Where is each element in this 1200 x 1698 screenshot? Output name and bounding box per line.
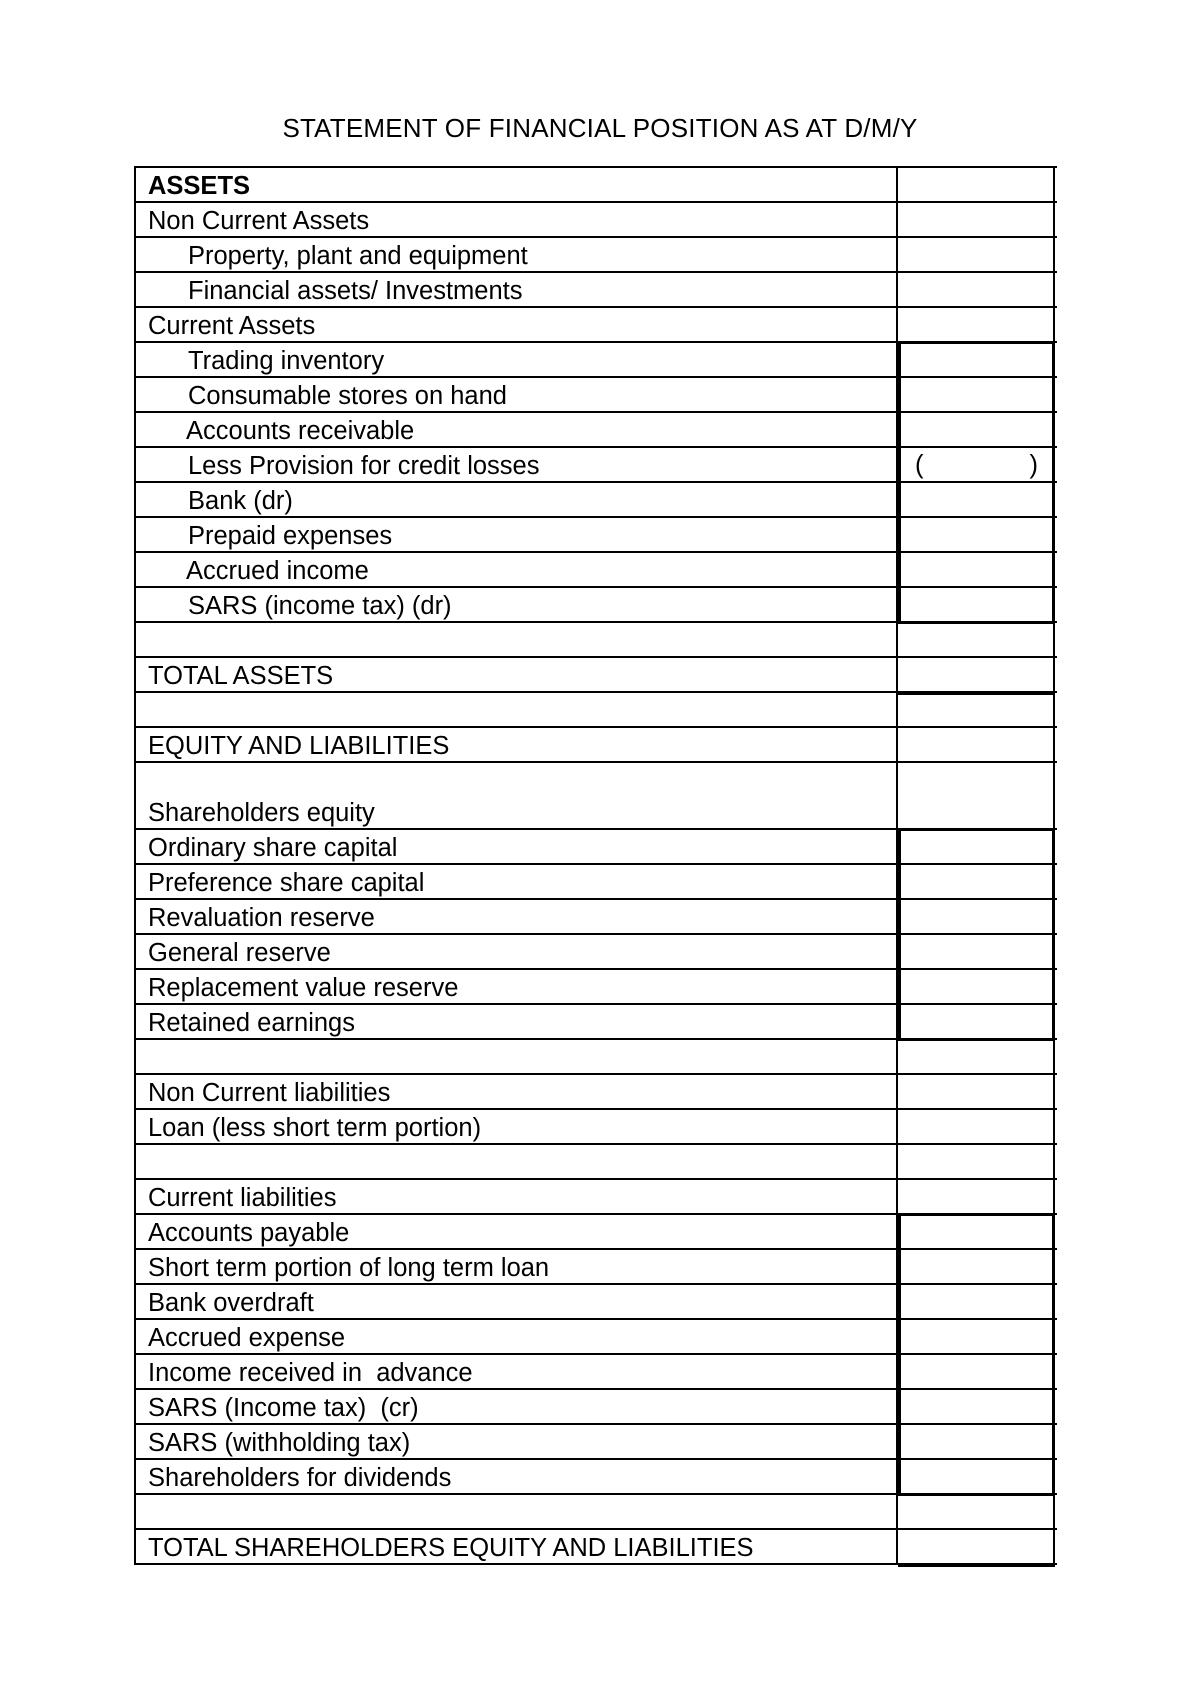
row-label: SARS (withholding tax)	[136, 1425, 898, 1458]
total-equity-liabilities-amount[interactable]	[898, 1530, 1055, 1567]
amount-cell[interactable]	[898, 693, 1055, 726]
amount-cell[interactable]	[898, 378, 1055, 411]
blank-row	[136, 1495, 1057, 1530]
table-row	[136, 1075, 1057, 1110]
amount-cell[interactable]	[898, 1460, 1055, 1496]
amount-cell[interactable]	[898, 1495, 1055, 1528]
amount-cell[interactable]	[898, 1250, 1055, 1283]
table-row	[136, 900, 1057, 935]
amount-cell[interactable]	[898, 1180, 1055, 1213]
row-label: Accounts receivable	[136, 413, 898, 446]
row-label-empty	[136, 1145, 898, 1178]
amount-cell[interactable]	[898, 935, 1055, 968]
table-row	[136, 308, 1057, 343]
amount-cell[interactable]	[898, 828, 1055, 863]
close-parenthesis: )	[1029, 451, 1038, 479]
table-row	[136, 238, 1057, 273]
row-label: Property, plant and equipment	[136, 238, 898, 271]
negative-amount-cell[interactable]	[898, 448, 1055, 481]
amount-cell[interactable]	[898, 341, 1055, 376]
amount-cell[interactable]	[898, 1355, 1055, 1388]
amount-cell[interactable]	[898, 1390, 1055, 1423]
amount-cell[interactable]	[898, 1075, 1055, 1108]
total-assets-amount[interactable]	[898, 658, 1055, 695]
row-label: Accrued income	[136, 553, 898, 586]
financial-position-table	[134, 166, 1057, 1565]
amount-cell[interactable]	[898, 518, 1055, 551]
amount-cell[interactable]	[898, 865, 1055, 898]
table-row	[136, 763, 1057, 830]
table-row	[136, 1460, 1057, 1495]
row-label: Income received in advance	[136, 1355, 898, 1388]
amount-cell[interactable]	[898, 273, 1055, 306]
row-label: Replacement value reserve	[136, 970, 898, 1003]
row-label: Trading inventory	[136, 343, 898, 376]
table-row	[136, 1425, 1057, 1460]
blank-row	[136, 1040, 1057, 1075]
blank-row	[136, 1145, 1057, 1180]
table-row	[136, 658, 1057, 693]
amount-cell[interactable]	[898, 1040, 1055, 1073]
table-row	[136, 970, 1057, 1005]
table-row	[136, 1355, 1057, 1390]
table-row	[136, 728, 1057, 763]
row-label: Current liabilities	[136, 1180, 898, 1213]
table-row	[136, 1390, 1057, 1425]
row-label: Non Current Assets	[136, 203, 898, 236]
table-row	[136, 343, 1057, 378]
open-parenthesis: (	[915, 451, 924, 479]
amount-cell[interactable]	[898, 553, 1055, 586]
row-label-empty	[136, 623, 898, 656]
table-row	[136, 935, 1057, 970]
amount-cell[interactable]	[898, 203, 1055, 236]
row-label: Retained earnings	[136, 1005, 898, 1038]
row-label: Shareholders for dividends	[136, 1460, 898, 1493]
row-label-empty	[136, 1495, 898, 1528]
blank-row	[136, 623, 1057, 658]
table-row	[136, 413, 1057, 448]
row-label: Current Assets	[136, 308, 898, 341]
table-row	[136, 1320, 1057, 1355]
row-label: Non Current liabilities	[136, 1075, 898, 1108]
table-row	[136, 448, 1057, 483]
table-row	[136, 865, 1057, 900]
table-row	[136, 168, 1057, 203]
amount-cell[interactable]	[898, 483, 1055, 516]
row-label: SARS (income tax) (dr)	[136, 588, 898, 621]
table-row	[136, 588, 1057, 623]
row-label: Loan (less short term portion)	[136, 1110, 898, 1143]
row-label: Bank (dr)	[136, 483, 898, 516]
amount-cell[interactable]	[898, 1285, 1055, 1318]
table-row	[136, 483, 1057, 518]
assets-heading: ASSETS	[136, 168, 898, 201]
page-title: STATEMENT OF FINANCIAL POSITION AS AT D/M/Y	[282, 113, 918, 143]
table-row	[136, 830, 1057, 865]
row-label: Ordinary share capital	[136, 830, 898, 863]
row-label: Financial assets/ Investments	[136, 273, 898, 306]
amount-cell[interactable]	[898, 1110, 1055, 1143]
row-label: Accounts payable	[136, 1215, 898, 1248]
row-label: Accrued expense	[136, 1320, 898, 1353]
amount-cell[interactable]	[898, 413, 1055, 446]
table-row	[136, 553, 1057, 588]
row-label: Short term portion of long term loan	[136, 1250, 898, 1283]
total-assets-label: TOTAL ASSETS	[136, 658, 898, 691]
table-row	[136, 1110, 1057, 1145]
equity-liabilities-heading: EQUITY AND LIABILITIES	[136, 728, 898, 761]
amount-cell[interactable]	[898, 1425, 1055, 1458]
amount-cell[interactable]	[898, 1005, 1055, 1041]
row-label: Shareholders equity	[136, 763, 898, 828]
amount-cell[interactable]	[898, 623, 1055, 656]
table-row	[136, 273, 1057, 308]
amount-cell[interactable]	[898, 728, 1055, 761]
table-row	[136, 1530, 1057, 1565]
amount-cell[interactable]	[898, 763, 1055, 828]
table-row	[136, 203, 1057, 238]
row-label-empty	[136, 693, 898, 726]
row-label: Consumable stores on hand	[136, 378, 898, 411]
row-label-empty	[136, 1040, 898, 1073]
row-label: Revaluation reserve	[136, 900, 898, 933]
row-label: Prepaid expenses	[136, 518, 898, 551]
table-row	[136, 1215, 1057, 1250]
row-label: Bank overdraft	[136, 1285, 898, 1318]
total-equity-liabilities-label: TOTAL SHAREHOLDERS EQUITY AND LIABILITIES	[136, 1530, 898, 1563]
row-label: Preference share capital	[136, 865, 898, 898]
amount-cell[interactable]	[898, 308, 1055, 341]
amount-cell[interactable]	[898, 1213, 1055, 1248]
amount-cell[interactable]	[898, 168, 1055, 201]
table-row	[136, 1285, 1057, 1320]
amount-cell[interactable]	[898, 970, 1055, 1003]
table-row	[136, 1005, 1057, 1040]
row-label: Less Provision for credit losses	[136, 448, 898, 481]
table-row	[136, 378, 1057, 413]
row-label: General reserve	[136, 935, 898, 968]
table-row	[136, 518, 1057, 553]
table-row	[136, 1250, 1057, 1285]
blank-row	[136, 693, 1057, 728]
amount-cell[interactable]	[898, 588, 1055, 624]
amount-cell[interactable]	[898, 900, 1055, 933]
amount-cell[interactable]	[898, 1145, 1055, 1178]
amount-cell[interactable]	[898, 1320, 1055, 1353]
amount-cell[interactable]	[898, 238, 1055, 271]
table-row	[136, 1180, 1057, 1215]
row-label: SARS (Income tax) (cr)	[136, 1390, 898, 1423]
